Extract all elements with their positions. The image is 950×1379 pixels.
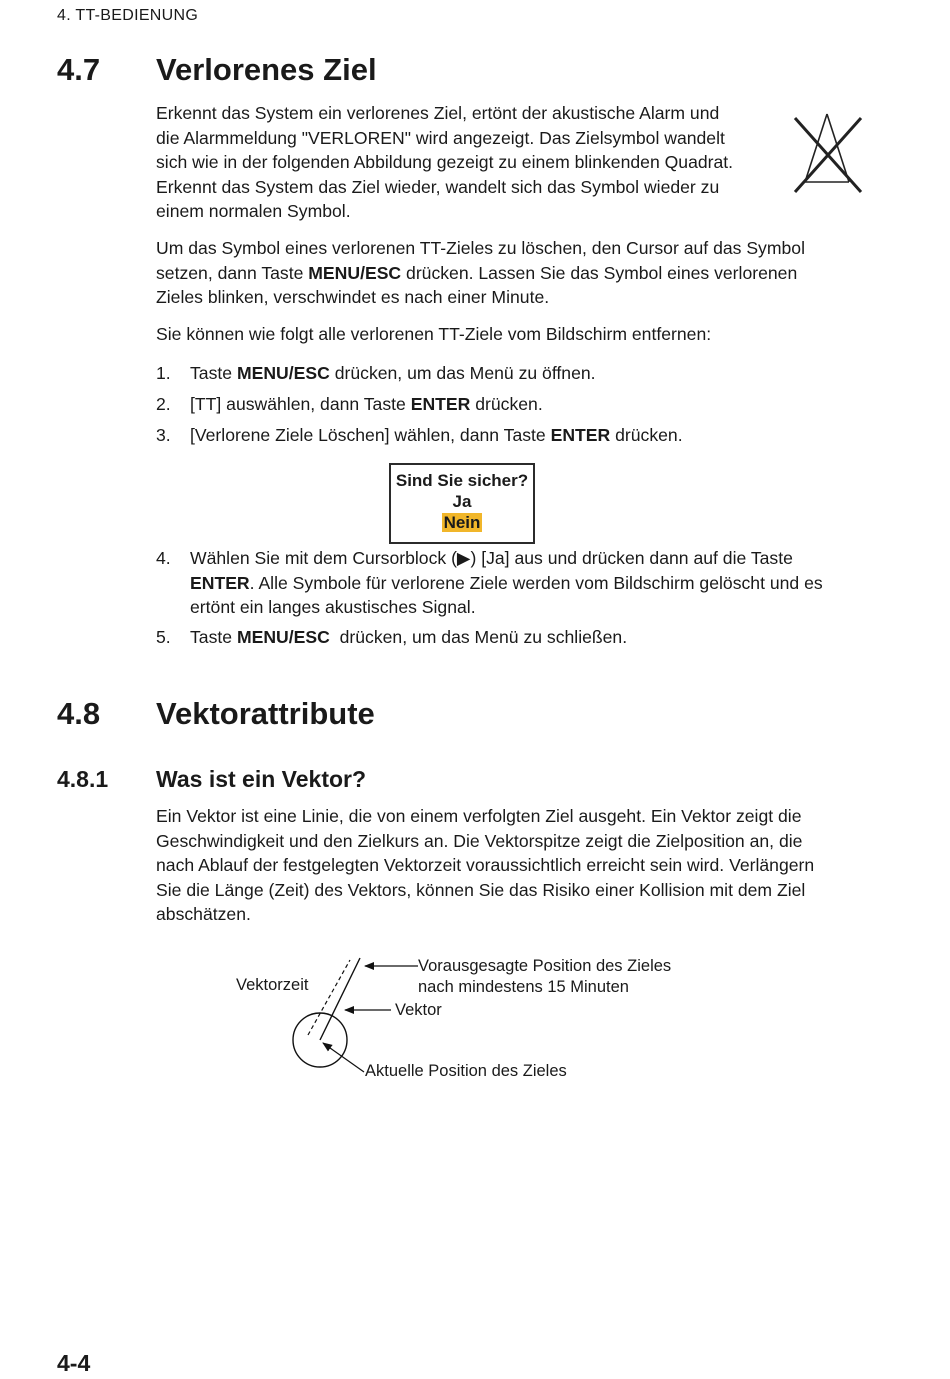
- text-line: Erkennt das System das Ziel wieder, wandelt sich das Symbol wieder zu: [156, 176, 720, 197]
- running-header: 4. TT-BEDIENUNG: [57, 7, 199, 24]
- option-yes[interactable]: Ja: [452, 492, 472, 511]
- lost-target-symbol-icon: [790, 110, 866, 196]
- step-text: Taste MENU/ESC drücken, um das Menü zu öffnen.: [190, 363, 596, 383]
- text-line: sich wie in der folgenden Abbildung gezeigt zu einem blinkenden Quadrat.: [156, 152, 734, 172]
- section-number: 4.7: [57, 52, 101, 87]
- vector-line: [320, 958, 360, 1040]
- vector-time-dashed-line: [308, 960, 350, 1035]
- step-number: 1.: [156, 363, 171, 383]
- step-text: Taste MENU/ESC drücken, um das Menü zu schließen.: [190, 627, 628, 647]
- dialog-title: Sind Sie sicher?: [395, 471, 529, 490]
- key-label: ENTER: [410, 394, 471, 414]
- label-vector: Vektor: [395, 1001, 442, 1019]
- step-text: Wählen Sie mit dem Cursorblock (▶) [Ja] aus und drücken dann auf die Taste ENTER. Alle Symbole für verlorene Ziele werden vom Bildschirm gelöscht und es ertönt ein langes akustisches Signal.: [190, 548, 823, 617]
- step-number: 5.: [156, 627, 171, 647]
- text-line: [156, 261, 876, 286]
- text-line: nach Ablauf der festgelegten Vektorzeit voraussichtlich erreicht sein wird. Verlängern: [156, 855, 815, 875]
- delete-paragraph: [156, 236, 876, 310]
- label-vector-time: Vektorzeit: [236, 976, 309, 994]
- section-title: Vektorattribute: [156, 696, 375, 731]
- key-label: MENU/ESC: [308, 262, 402, 283]
- step-text: [TT] auswählen, dann Taste ENTER drücken.: [190, 394, 543, 414]
- text-fragment: setzen, dann Taste: [156, 262, 309, 283]
- page-number: 4-4: [57, 1350, 91, 1376]
- confirm-dialog: [389, 463, 535, 544]
- subsection-number: 4.8.1: [57, 766, 109, 792]
- step-text: [Verlorene Ziele Löschen] wählen, dann Taste ENTER drücken.: [190, 425, 683, 445]
- text-line: Ein Vektor ist eine Linie, die von einem verfolgten Ziel ausgeht. Ein Vektor zeigt die: [156, 806, 802, 826]
- key-label: ENTER: [550, 425, 611, 445]
- text-fragment: drücken. Lassen Sie das Symbol eines verlorenen: [401, 262, 798, 283]
- text-line: die Alarmmeldung "VERLOREN" wird angezeigt. Das Zielsymbol wandelt: [156, 127, 725, 148]
- option-no-selected[interactable]: Nein: [443, 513, 481, 532]
- key-label: ENTER: [190, 572, 250, 593]
- key-label: MENU/ESC: [236, 363, 330, 383]
- current-position-leader: [323, 1043, 364, 1072]
- text-line: Zieles blinken, verschwindet es nach einer Minute.: [156, 287, 550, 307]
- intro-paragraph: [156, 101, 786, 224]
- label-current-position: Aktuelle Position des Zieles: [365, 1062, 567, 1080]
- text-line: einem normalen Symbol.: [156, 201, 351, 221]
- step-number: 4.: [156, 548, 171, 568]
- text-line: Erkennt das System ein verlorenes Ziel, ertönt der akustische Alarm und: [156, 103, 720, 123]
- key-label: MENU/ESC: [236, 627, 330, 647]
- vector-paragraph: [156, 804, 886, 927]
- text-line: Geschwindigkeit und den Zielkurs an. Die Vektorspitze zeigt die Zielposition an, die: [156, 830, 803, 851]
- step-number: 3.: [156, 425, 171, 445]
- text-line: Um das Symbol eines verlorenen TT-Zieles zu löschen, den Cursor auf das Symbol: [156, 238, 805, 258]
- remove-all-intro: Sie können wie folgt alle verlorenen TT-Ziele vom Bildschirm entfernen:: [156, 324, 712, 344]
- subsection-title: Was ist ein Vektor?: [156, 766, 367, 792]
- section-number: 4.8: [57, 696, 101, 731]
- text-line: abschätzen.: [156, 904, 251, 924]
- section-title: Verlorenes Ziel: [156, 52, 377, 87]
- step-number: 2.: [156, 394, 171, 414]
- text-line: Sie die Länge (Zeit) des Vektors, können Sie das Risiko einer Kollision mit dem Ziel: [156, 879, 806, 900]
- label-predicted-position: Vorausgesagte Position des Zieles nach mindestens 15 Minuten: [418, 957, 672, 996]
